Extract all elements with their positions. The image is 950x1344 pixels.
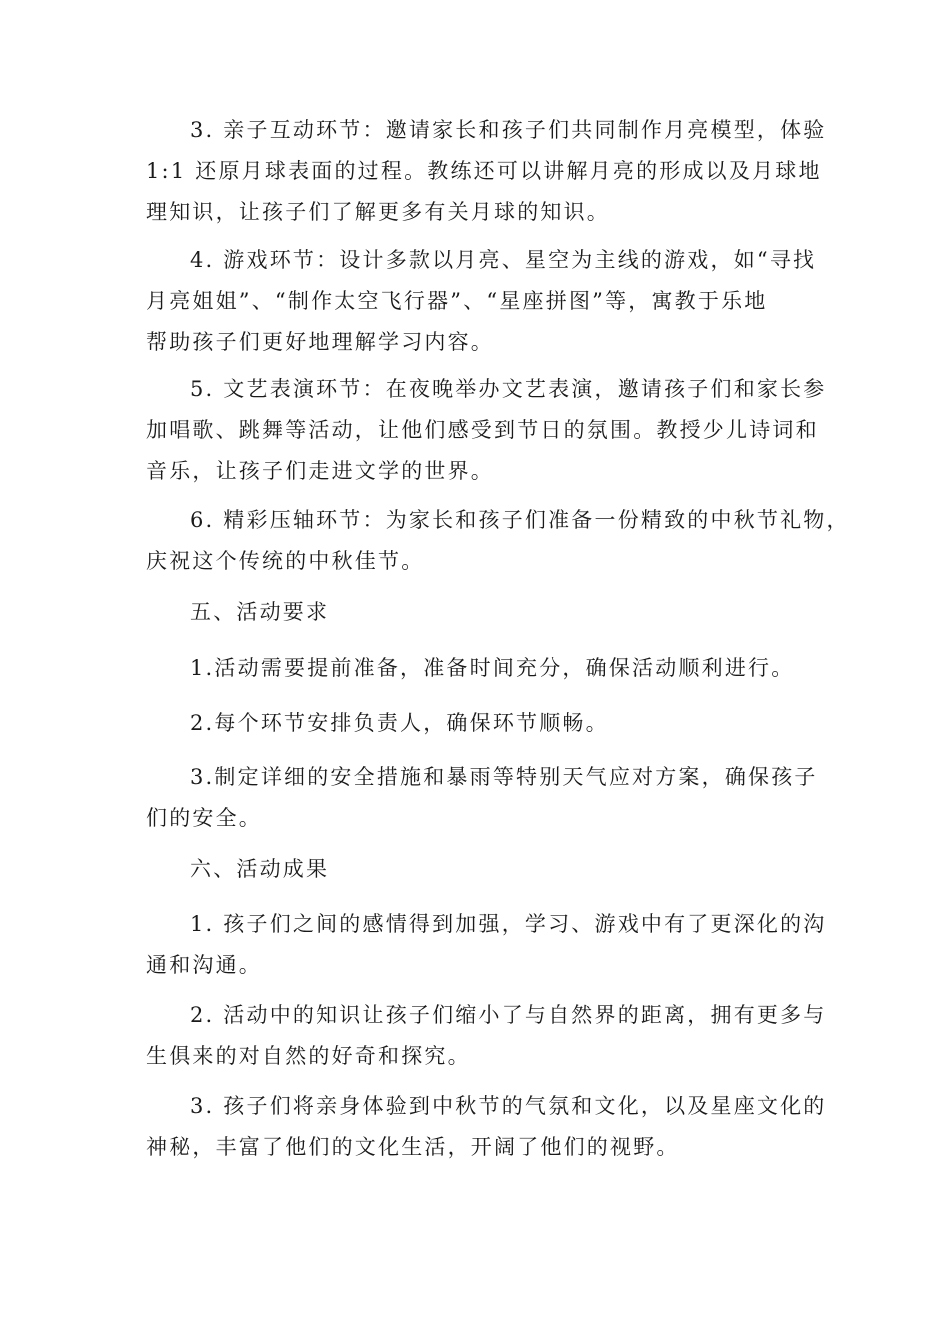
result-item (146, 904, 827, 986)
requirement-item (146, 648, 816, 689)
text-line: 帮助孩子们更好地理解学习内容。 (146, 330, 494, 354)
section-heading-requirements (146, 592, 816, 633)
heading-text: 五、活动要求 (190, 600, 330, 624)
text-line: 加唱歌、跳舞等活动，让他们感受到节日的氛围。教授少儿诗词和 (146, 418, 819, 442)
requirement-item (146, 703, 816, 744)
text-line: 1.活动需要提前准备，准备时间充分，确保活动顺利进行。 (190, 656, 795, 680)
text-line: 1. 孩子们之间的感情得到加强，学习、游戏中有了更深化的沟 (190, 912, 827, 936)
text-line: 1:1 还原月球表面的过程。教练还可以讲解月亮的形成以及月球地 (146, 159, 822, 183)
paragraph-games (146, 240, 816, 363)
text-line: 们的安全。 (146, 806, 262, 830)
text-line: 2.每个环节安排负责人，确保环节顺畅。 (190, 711, 609, 735)
text-line: 庆祝这个传统的中秋佳节。 (146, 549, 425, 573)
paragraph-performance (146, 369, 827, 492)
result-item (146, 995, 827, 1077)
paragraph-parent-child-activity (146, 110, 827, 233)
result-item (146, 1086, 827, 1168)
heading-text: 六、活动成果 (190, 857, 330, 881)
text-line: 4. 游戏环节：设计多款以月亮、星空为主线的游戏，如“寻找 (190, 248, 817, 272)
text-line: 月亮姐姐”、“制作太空飞行器”、“星座拼图”等，寓教于乐地 (146, 289, 768, 313)
text-line: 神秘，丰富了他们的文化生活，开阔了他们的视野。 (146, 1135, 680, 1159)
text-line: 生俱来的对自然的好奇和探究。 (146, 1044, 471, 1068)
text-line: 3. 亲子互动环节：邀请家长和孩子们共同制作月亮模型，体验 (190, 118, 827, 142)
text-line: 6. 精彩压轴环节：为家长和孩子们准备一份精致的中秋节礼物， (190, 508, 850, 532)
section-heading-results (146, 849, 816, 890)
requirement-item (146, 757, 816, 839)
text-line: 5. 文艺表演环节：在夜晚举办文艺表演，邀请孩子们和家长参 (190, 377, 827, 401)
text-line: 理知识，让孩子们了解更多有关月球的知识。 (146, 200, 610, 224)
text-line: 3. 孩子们将亲身体验到中秋节的气氛和文化，以及星座文化的 (190, 1094, 827, 1118)
text-line: 2. 活动中的知识让孩子们缩小了与自然界的距离，拥有更多与 (190, 1003, 827, 1027)
text-line: 3.制定详细的安全措施和暴雨等特别天气应对方案，确保孩子 (190, 765, 818, 789)
paragraph-finale (146, 500, 850, 582)
text-line: 通和沟通。 (146, 953, 262, 977)
text-line: 音乐，让孩子们走进文学的世界。 (146, 459, 494, 483)
